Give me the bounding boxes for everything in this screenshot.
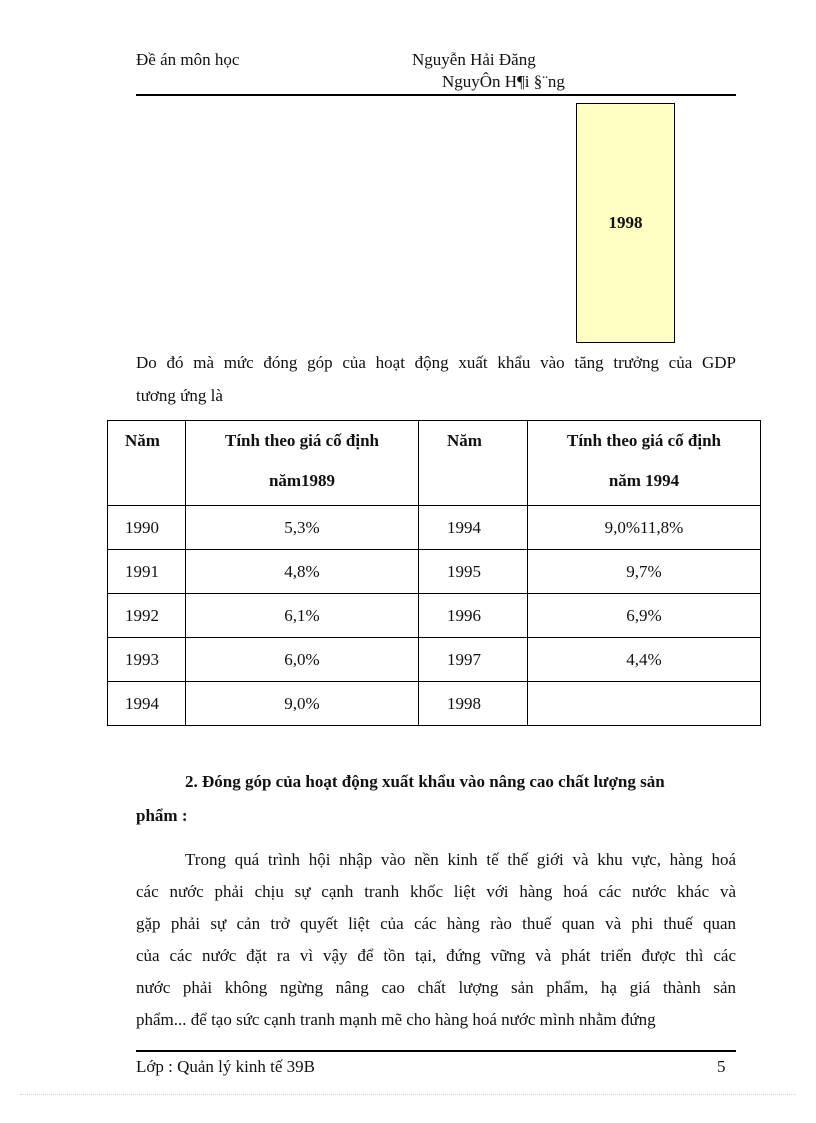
body-paragraph	[136, 844, 736, 1036]
cell-year-2: 1994	[419, 506, 528, 550]
table-row	[108, 506, 761, 550]
paragraph-line: của các nước đặt ra vì vậy để tồn tại, đứng vững và phát triển được thì các	[136, 946, 736, 965]
paragraph-line: Trong quá trình hội nhập vào nền kinh tế thế giới và khu vực, hàng hoá	[185, 850, 736, 869]
header-divider	[136, 94, 736, 96]
cell-year-1: 1990	[108, 506, 186, 550]
header-cell-year-2: Năm	[419, 421, 528, 506]
table-header-row	[108, 421, 761, 506]
paragraph-line: gặp phải sự cản trở quyết liệt của các hàng rào thuế quan và phi thuế quan	[136, 914, 736, 933]
header-cell-value-2-line2: năm 1994	[608, 471, 680, 490]
cell-year-2: 1998	[419, 682, 528, 726]
paragraph-line: phẩm... để tạo sức cạnh tranh mạnh mẽ cho hàng hoá nước mình nhằm đứng	[136, 1010, 656, 1029]
header-cell-value-2	[528, 421, 761, 506]
header-cell-value-2-line1: Tính theo giá cố định	[567, 431, 721, 450]
section-heading-line-2: phẩm :	[136, 806, 188, 825]
cell-year-2: 1995	[419, 550, 528, 594]
header-cell-value-1-line2: năm1989	[268, 471, 336, 490]
page-number: 5	[717, 1057, 726, 1076]
intro-line-1: Do đó mà mức đóng góp của hoạt động xuất khẩu vào tăng trưởng của GDP	[136, 353, 736, 372]
cell-year-2: 1997	[419, 638, 528, 682]
header-cell-value-1	[186, 421, 419, 506]
header-author-name-garbled: NguyÔn H¶i §¨ng	[442, 72, 565, 91]
header-author-name: Nguyễn Hải Đăng	[412, 50, 536, 69]
paragraph-line: nước phải không ngừng nâng cao chất lượng sản phẩm, hạ giá thành sản	[136, 978, 736, 997]
table-row	[108, 594, 761, 638]
year-label-text: 1998	[608, 213, 643, 232]
cell-year-1: 1994	[108, 682, 186, 726]
cell-value-2	[528, 682, 761, 726]
cell-value-1: 6,1%	[186, 594, 419, 638]
cell-year-1: 1993	[108, 638, 186, 682]
table-row	[108, 682, 761, 726]
cell-value-2: 6,9%	[528, 594, 761, 638]
cell-year-1: 1991	[108, 550, 186, 594]
footer-class-label: Lớp : Quản lý kinh tế 39B	[136, 1057, 315, 1076]
year-label-box	[576, 103, 675, 343]
cell-year-2: 1996	[419, 594, 528, 638]
cell-value-1: 4,8%	[186, 550, 419, 594]
header-cell-year-1: Năm	[108, 421, 186, 506]
section-heading-line-1: 2. Đóng góp của hoạt động xuất khẩu vào nâng cao chất lượng sản	[185, 772, 665, 791]
table-row	[108, 638, 761, 682]
table-row	[108, 550, 761, 594]
cell-value-1: 6,0%	[186, 638, 419, 682]
page-bottom-dotted-edge	[20, 1094, 796, 1095]
cell-value-2: 9,7%	[528, 550, 761, 594]
cell-year-1: 1992	[108, 594, 186, 638]
cell-value-1: 9,0%	[186, 682, 419, 726]
header-cell-value-1-line1: Tính theo giá cố định	[225, 431, 379, 450]
cell-value-2: 4,4%	[528, 638, 761, 682]
cell-value-2: 9,0%11,8%	[528, 506, 761, 550]
intro-line-2: tương ứng là	[136, 386, 223, 405]
paragraph-line: các nước phải chịu sự cạnh tranh khốc liệt với hàng hoá các nước khác và	[136, 882, 736, 901]
export-contribution-table	[107, 420, 761, 726]
footer-divider	[136, 1050, 736, 1052]
header-course-title: Đề án môn học	[136, 50, 240, 69]
cell-value-1: 5,3%	[186, 506, 419, 550]
